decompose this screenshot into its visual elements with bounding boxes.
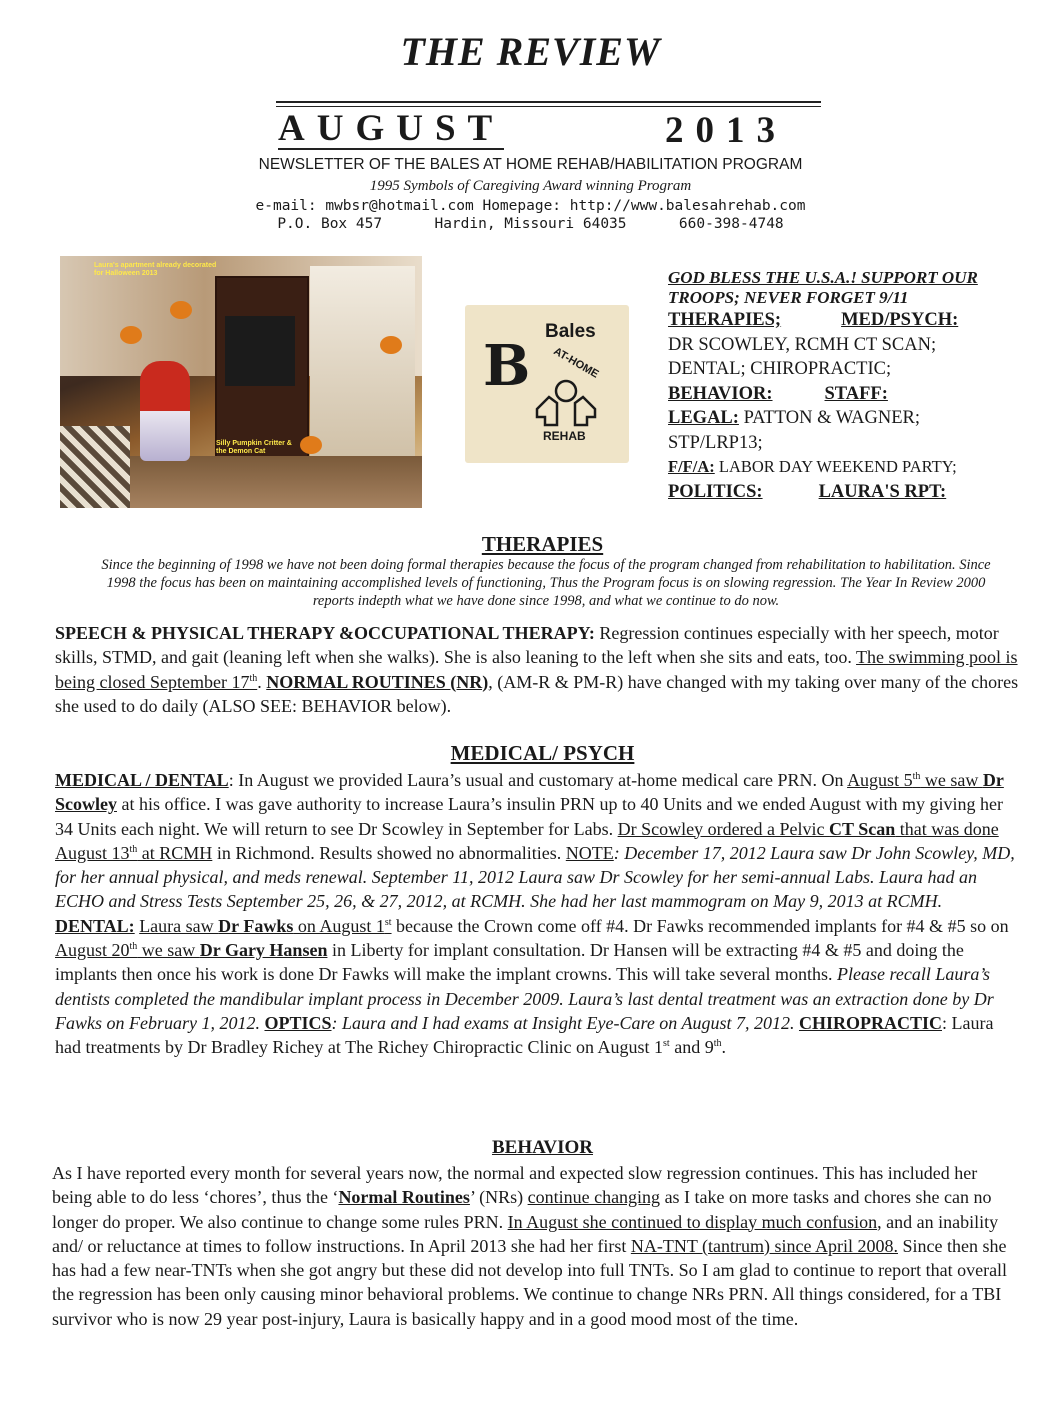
photo-caption-bottom: Silly Pumpkin Critter & the Demon Cat — [216, 440, 292, 455]
contact-line: e-mail: mwbsr@hotmail.com Homepage: http://www.balesahrehab.com — [255, 198, 806, 214]
logo-name: Bales — [545, 321, 596, 342]
toc-slogan-2: TROOPS; NEVER FORGET 9/11 — [668, 288, 909, 307]
apartment-photo — [60, 256, 422, 508]
award-line: 1995 Symbols of Caregiving Award winning Program — [369, 178, 692, 194]
behavior-paragraph: As I have reported every month for several years now, the normal and expected slow regression continues. This has included her being able to do less ‘chores’, thus the ‘Normal Routines’ (NRs) continue changing as I take on more tasks and chores she can no longer do proper. We also continue to change some rules PRN. In August she continued to display much confusion, and an inability and/ or reluctance at times to follow instructions. In April 2013 she had her first NA-TNT (tantrum) since April 2008. Since then she has had a few near-TNTs when she got angry but these did not develop into full TNTs. So I am glad to continue to report that overall the regression has been only causing minor behavioral problems. We continue to change NRs PRN. All things considered, for a TBI survivor who is now 29 year post-injury, Laura is basically happy and in a good mood most of the time. — [52, 1163, 1008, 1329]
medical-heading: MEDICAL/ PSYCH — [450, 741, 635, 765]
toc-line-2: DENTAL; CHIROPRACTIC; — [668, 359, 892, 379]
house-figures-icon — [531, 373, 601, 429]
toc-legal: LEGAL: — [668, 408, 739, 428]
toc-legal-text: PATTON & WAGNER; — [738, 408, 921, 428]
logo-rehab: REHAB — [543, 429, 586, 443]
toc-slogan-1: GOD BLESS THE U.S.A.! SUPPORT OUR — [668, 268, 978, 287]
toc-ffa-text: LABOR DAY WEEKEND PARTY; — [714, 457, 957, 476]
toc-line-1: DR SCOWLEY, RCMH CT SCAN; — [668, 334, 937, 355]
title-rule-thin — [276, 106, 821, 107]
logo-arc: AT-HOME — [551, 345, 601, 381]
toc-behavior: BEHAVIOR: — [668, 383, 773, 404]
issue-month: AUGUST — [278, 108, 505, 149]
therapies-heading: THERAPIES — [481, 532, 604, 556]
newsletter-subtitle: NEWSLETTER OF THE BALES AT HOME REHAB/HABILITATION PROGRAM — [258, 156, 803, 173]
newsletter-title: THE REVIEW — [400, 29, 661, 74]
behavior-heading: BEHAVIOR — [491, 1137, 593, 1158]
logo-letter: B — [483, 333, 531, 399]
title-rule — [276, 101, 821, 103]
contents-list — [668, 268, 1028, 504]
bales-logo — [465, 305, 629, 463]
issue-year: 2013 — [665, 110, 787, 151]
therapies-intro: Since the beginning of 1998 we have not been doing formal therapies because the focus of the program changed from rehabilitation to habilitation. Since 1998 the focus has been on maintaining accomplished levels of functioning, Thus the Program focus is on slowing regression. The Year In Review 2000 reports indepth what we have done since 1998, and what we continue to do now. — [101, 557, 991, 609]
therapies-paragraph: SPEECH & PHYSICAL THERAPY &OCCUPATIONAL THERAPY: Regression continues especially with her speech, motor skills, STMD, and gait (leaning left when she walks). She is also leaning to the left when she sits and eats, too. The swimming pool is being closed September 17th. NORMAL ROUTINES (NR), (AM-R & PM-R) have changed with my taking over many of the chores she used to do daily (ALSO SEE: BEHAVIOR below). — [55, 623, 1019, 716]
toc-lauras-report: LAURA'S RPT: — [818, 481, 947, 502]
toc-politics: POLITICS: — [668, 481, 763, 502]
medical-paragraph: MEDICAL / DENTAL: In August we provided Laura’s usual and customary at-home medical care PRN. On August 5th we saw Dr Scowley at his office. I was gave authority to increase Laura’s insulin PRN up to 40 Units and we ended August with my giving her 34 Units each night. We will return to see Dr Scowley in September for Labs. Dr Scowley ordered a Pelvic CT Scan that was done August 13th at RCMH in Richmond. Results showed no abnormalities. NOTE: December 17, 2012 Laura saw Dr John Scowley, MD, for her annual physical, and meds renewal. September 11, 2012 Laura saw Dr Scowley for her semi-annual Labs. Laura had an ECHO and Stress Tests September 25, 26, & 27, 2012, at RCMH. She had her last mammogram on May 9, 2013 at RCMH. DENTAL: Laura saw Dr Fawks on August 1st because the Crown come off #4. Dr Fawks recommended implants for #4 & #5 so on August 20th we saw Dr Gary Hansen in Liberty for implant consultation. Dr Hansen will be extracting #4 & #5 and doing the implants then once his work is done Dr Fawks will make the implant crowns. This will take several months. Please recall Laura’s dentists completed the mandibular implant process in December 2009. Laura’s last dental treatment was an extraction done by Dr Fawks on February 1, 2012. OPTICS: Laura and I had exams at Insight Eye-Care on August 7, 2012. CHIROPRACTIC: Laura had treatments by Dr Bradley Richey at The Richey Chiropractic Clinic on August 1st and 9th. — [55, 770, 1015, 1058]
toc-ffa: F/F/A: — [668, 457, 715, 476]
address-line: P.O. Box 457 Hardin, Missouri 64035 660-398-4748 — [277, 216, 784, 232]
photo-caption-top: Laura's apartment already decorated for Halloween 2013 — [94, 262, 217, 277]
toc-therapies: THERAPIES; — [668, 310, 782, 330]
toc-staff: STAFF: — [824, 383, 888, 404]
toc-medpsych: MED/PSYCH: — [841, 310, 959, 330]
toc-line-3: STP/LRP13; — [668, 432, 763, 453]
